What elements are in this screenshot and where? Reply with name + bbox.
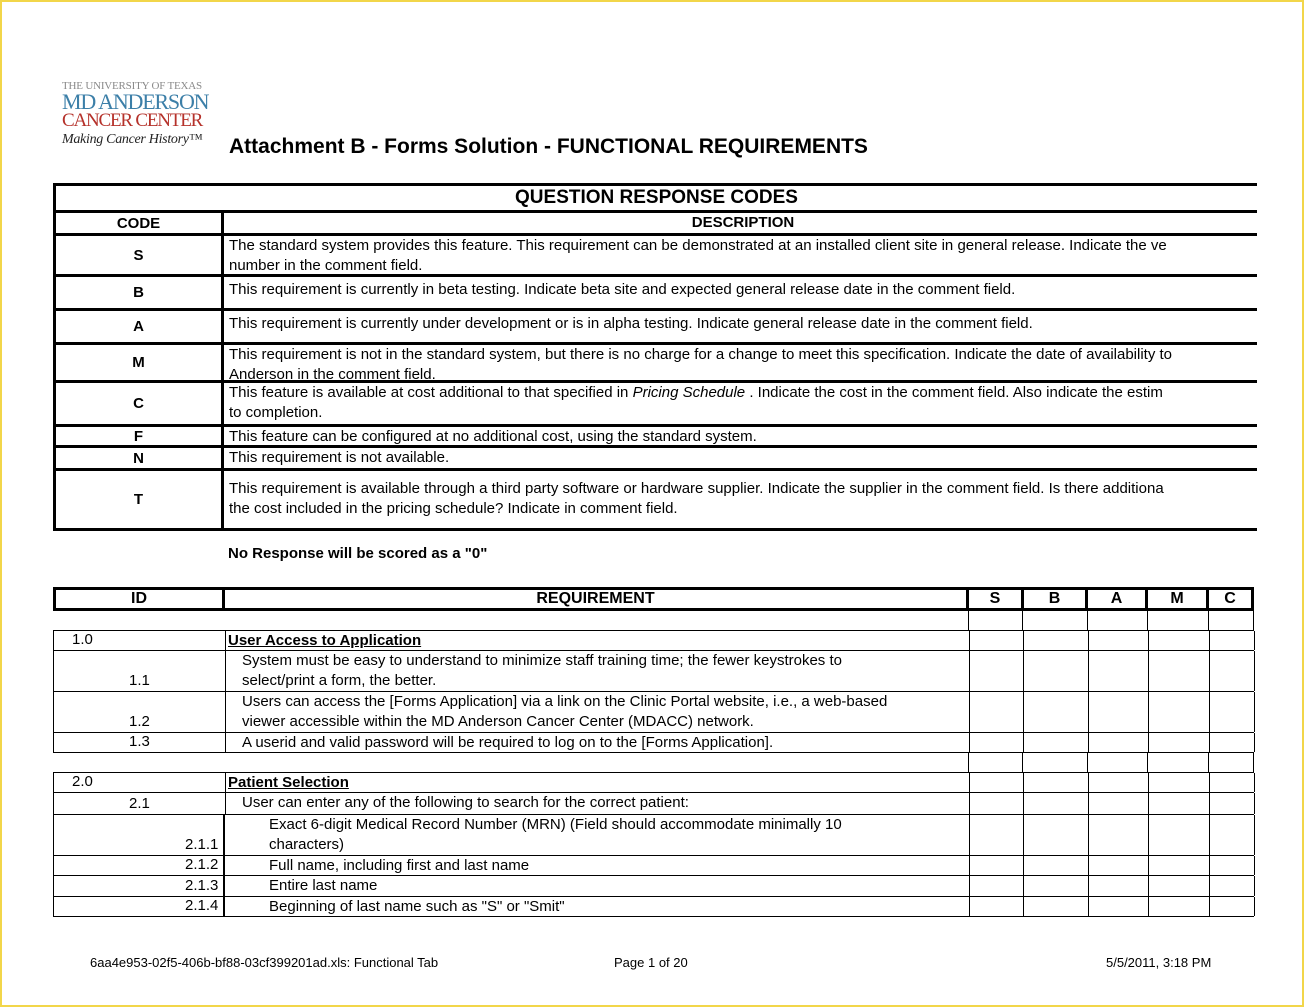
table-row [53,856,1254,876]
logo-line-mdanderson: MD ANDERSON [62,89,209,114]
table-row [53,753,1254,773]
table-row [53,793,1254,815]
col-header-c: C [1206,587,1254,611]
table-row [53,611,1254,631]
code-description: This requirement is not available. [229,449,450,466]
code-letter: B [56,277,224,308]
table-row [53,733,1254,753]
code-row-c [56,380,1257,424]
req-id: 2.1.3 [185,877,219,894]
codes-col-code: CODE [56,213,224,233]
table-row [53,876,1254,897]
section-title: User Access to Application [228,632,422,649]
codes-header-row [56,210,1257,233]
code-row-a [56,308,1257,342]
code-description: This requirement is currently under development or is in alpha testing. Indicate general release date in the comment field. [229,315,1033,332]
table-row [53,651,1254,692]
code-description: This feature can be configured at no additional cost, using the standard system. [229,428,757,445]
code-description: This requirement is available through a third party software or hardware supplier. Indicate the supplier in the comment field. Is there additiona the cost included in the pricing schedule? Indicate in comment field. [229,480,1164,517]
logo-tagline: Making Cancer History™ [62,132,203,147]
table-row [53,692,1254,733]
req-id: 2.0 [72,773,93,790]
code-description: This requirement is currently in beta testing. Indicate beta site and expected general release date in the comment field. [229,281,1016,298]
response-codes-table [53,183,1257,531]
req-id: 1.1 [129,672,150,689]
requirement-text: A userid and valid password will be required to log on to the [Forms Application]. [242,734,774,751]
requirement-text: Exact 6-digit Medical Record Number (MRN) (Field should accommodate minimally 10 characters) [269,816,842,853]
code-description: The standard system provides this feature. This requirement can be demonstrated at an installed client site in general release. Indicate the ve number in the comment field. [229,237,1167,274]
requirement-text: Beginning of last name such as "S" or "Smit" [269,898,565,915]
code-letter: S [56,236,224,274]
no-response-note: No Response will be scored as a "0" [228,545,488,562]
req-id: 2.1.2 [185,856,219,873]
req-id: 1.2 [129,713,150,730]
code-letter: N [56,448,224,468]
response-codes-heading: QUESTION RESPONSE CODES [515,187,798,208]
code-letter: T [56,471,224,528]
table-row [53,815,1254,856]
code-row-t [56,468,1257,528]
col-header-b: B [1021,587,1088,611]
code-row-f [56,424,1257,445]
logo-line-university: THE UNIVERSITY OF TEXAS [62,80,202,92]
col-header-id: ID [53,587,225,611]
col-header-requirement: REQUIREMENT [222,587,969,611]
table-row [53,897,1254,917]
document-title: Attachment B - Forms Solution - FUNCTIONAL REQUIREMENTS [229,135,868,158]
institution-logo [62,80,222,148]
code-row-s [56,233,1257,274]
code-description: This requirement is not in the standard system, but there is no charge for a change to meet this specification. Indicate the date of availability to Anderson in the comment field. [229,346,1173,383]
req-id: 2.1.4 [185,897,219,914]
requirement-text: Entire last name [269,877,378,894]
code-row-m [56,342,1257,383]
logo-line-cancer-center: CANCER CENTER [62,110,203,131]
table-row [53,631,1254,651]
req-id: 1.3 [129,733,150,750]
footer-page-number: Page 1 of 20 [614,955,688,970]
req-id: 2.1 [129,795,150,812]
code-description: This feature is available at cost additional to that specified in Pricing Schedule . Indicate the cost in the comment field. Also indicate the estim to completion. [229,384,1163,421]
table-row [53,773,1254,793]
requirement-text: Full name, including first and last name [269,857,530,874]
footer-date: 5/5/2011, 3:18 PM [1106,955,1212,970]
code-letter: C [56,383,224,424]
code-letter: M [56,345,224,380]
section-title: Patient Selection [228,774,349,791]
footer-filename: 6aa4e953-02f5-406b-bf88-03cf399201ad.xls: Functional Tab [90,955,439,970]
col-header-s: S [966,587,1024,611]
req-id: 1.0 [72,631,93,648]
col-header-a: A [1085,587,1148,611]
code-letter: A [56,311,224,342]
requirement-text: System must be easy to understand to minimize staff training time; the fewer keystrokes to select/print a form, the better. [242,652,842,689]
code-row-n [56,445,1257,468]
requirement-text: User can enter any of the following to search for the correct patient: [242,794,689,811]
col-header-m: M [1145,587,1209,611]
req-id: 2.1.1 [185,836,219,853]
code-letter: F [56,427,224,445]
code-row-b [56,274,1257,308]
codes-col-description: DESCRIPTION [691,214,795,231]
requirement-text: Users can access the [Forms Application] via a link on the Clinic Portal website, i.e., a web-based viewer accessible within the MD Anderson Cancer Center (MDACC) network. [242,693,888,730]
